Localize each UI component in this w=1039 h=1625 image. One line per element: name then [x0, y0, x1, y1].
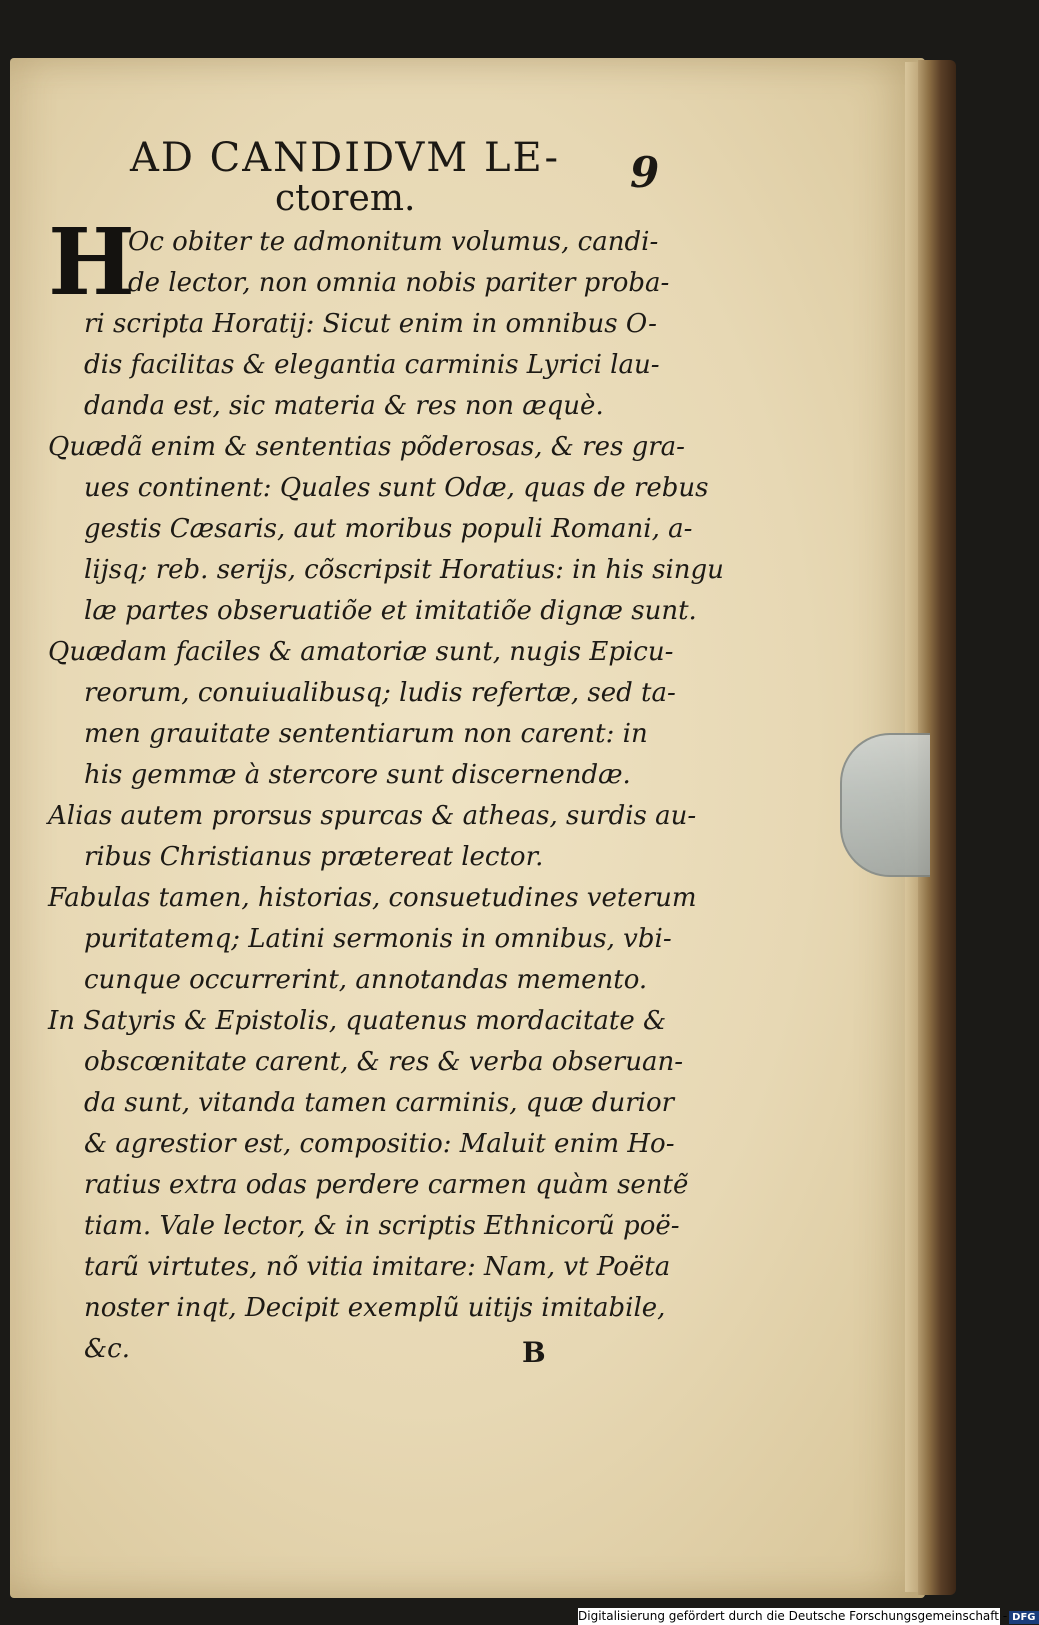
text-line: Quædam faciles & amatoriæ sunt, nugis Epicu- [48, 637, 674, 667]
drop-cap-initial: H [48, 208, 135, 316]
text-line: ri scripta Horatij: Sicut enim in omnibus O- [84, 309, 657, 339]
text-line: men grauitate sententiarum non carent: in [84, 719, 648, 749]
page-heading-continuation: ctorem. [275, 178, 416, 219]
text-line: lijsq; reb. serijs, cõscripsit Horatius: in his singu [84, 555, 724, 585]
text-line: da sunt, vitanda tamen carminis, quæ durior [84, 1088, 675, 1118]
page-number: 9 [630, 148, 660, 197]
text-line: tiam. Vale lector, & in scriptis Ethnicorũ poë- [84, 1211, 680, 1241]
page-clip [840, 733, 930, 877]
text-line: læ partes obseruatiõe et imitatiõe dignæ sunt. [84, 596, 697, 626]
text-line: &c. [84, 1334, 130, 1364]
text-line: dis facilitas & elegantia carminis Lyrici lau- [84, 350, 660, 380]
text-line: Oc obiter te admonitum volumus, candi- [128, 227, 659, 257]
text-line: ues continent: Quales sunt Odæ, quas de rebus [84, 473, 709, 503]
signature-mark: B [522, 1336, 546, 1369]
text-line: & agrestior est, compositio: Maluit enim Ho- [84, 1129, 675, 1159]
text-line: his gemmæ à stercore sunt discernendæ. [84, 760, 631, 790]
text-line: Quædã enim & sententias põderosas, & res gra- [48, 432, 685, 462]
text-line: Alias autem prorsus spurcas & atheas, surdis au- [48, 801, 697, 831]
text-line: Fabulas tamen, historias, consuetudines veterum [48, 883, 697, 913]
text-line: de lector, non omnia nobis pariter proba- [128, 268, 670, 298]
text-line: tarũ virtutes, nõ vitia imitare: Nam, vt Poëta [84, 1252, 671, 1282]
text-line: In Satyris & Epistolis, quatenus mordacitate & [48, 1006, 667, 1036]
text-line: cunque occurrerint, annotandas memento. [84, 965, 648, 995]
text-line: noster inqt, Decipit exemplũ uitijs imitabile, [84, 1293, 666, 1323]
text-line: gestis Cæsaris, aut moribus populi Romani, a- [84, 514, 693, 544]
text-line: danda est, sic materia & res non æquè. [84, 391, 604, 421]
text-line: ribus Christianus prætereat lector. [84, 842, 544, 872]
credit-text: Digitalisierung gefördert durch die Deutsche Forschungsgemeinschaft - [578, 1609, 1008, 1623]
dfg-logo: DFG [1009, 1611, 1038, 1624]
digitization-credit [578, 1608, 1036, 1625]
text-line: puritatemq; Latini sermonis in omnibus, vbi- [84, 924, 672, 954]
text-line: obscœnitate carent, & res & verba obseruan- [84, 1047, 684, 1077]
text-line: ratius extra odas perdere carmen quàm sentẽ [84, 1170, 689, 1200]
page-heading: AD CANDIDVM LE- [130, 135, 560, 181]
text-line: reorum, conuiualibusq; ludis refertæ, sed ta- [84, 678, 676, 708]
